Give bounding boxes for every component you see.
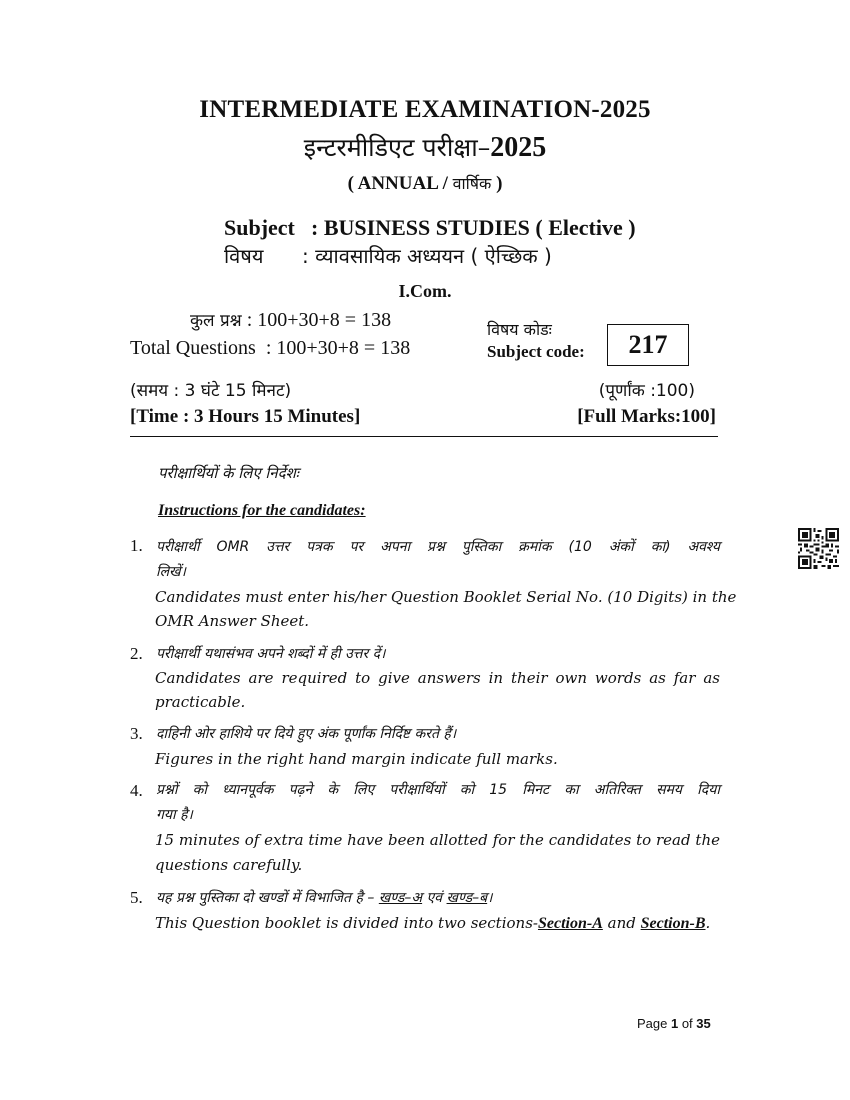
instruction-number: 2. <box>130 644 143 663</box>
instruction-3-hi-line1: दाहिनी ओर हाशिये पर दिये हुए अंक पूर्णांक निर्दिष्ट करते हैं। <box>156 726 457 742</box>
total-questions-value-hi: : 100+30+8 = 138 <box>246 309 392 331</box>
instruction-5-en-mid: and <box>602 914 641 932</box>
qr-code-icon <box>798 528 839 569</box>
instruction-5-hi-mid: एवं <box>422 890 447 906</box>
subject-code-label-en: Subject code: <box>487 342 585 361</box>
subject-value-hi: : व्यावसायिक अध्ययन ( ऐच्छिक ) <box>302 244 552 268</box>
page-of: of <box>678 1016 697 1031</box>
instruction-number: 1. <box>130 536 143 555</box>
total-questions-en <box>130 337 410 360</box>
subject-code-box: 217 <box>607 324 689 366</box>
annual-hi: वार्षिक <box>452 174 492 193</box>
section-a-hi: खण्ड–अ <box>378 890 423 906</box>
instruction-5-hi-pre: यह प्रश्न पुस्तिका दो खण्डों में विभाजित है – <box>156 890 379 906</box>
subject-label-en: Subject <box>224 215 295 240</box>
instruction-4-hi-line2: गया है। <box>156 807 193 823</box>
section-a-en: Section-A <box>537 915 603 932</box>
instruction-5-en-line1 <box>155 914 720 933</box>
exam-type <box>0 172 850 195</box>
subject-code-label-hi: विषय कोडः <box>487 320 552 339</box>
instruction-5-en-pre: This Question booklet is divided into two sections- <box>155 914 538 932</box>
full-marks-hi: (पूर्णांक :100) <box>598 381 695 401</box>
page-current: 1 <box>670 1016 679 1031</box>
subject-value-en: : BUSINESS STUDIES ( Elective ) <box>311 215 636 240</box>
instruction-2-en-line2: practicable. <box>155 693 246 711</box>
section-b-en: Section-B <box>640 915 706 932</box>
instruction-2-en-line1: Candidates are required to give answers in their own words as far as <box>155 669 720 687</box>
total-questions-value-en: : 100+30+8 = 138 <box>265 337 411 359</box>
instruction-4-hi-line1: प्रश्नों को ध्यानपूर्वक पढ़ने के लिए परीक्षार्थियों को 15 मिनट का अतिरिक्त समय दिया <box>156 782 720 798</box>
page-label: Page <box>637 1016 671 1031</box>
instruction-3-en-line1: Figures in the right hand margin indicate full marks. <box>155 750 558 768</box>
exam-title-hi-year: 2025 <box>490 132 547 163</box>
instruction-number: 3. <box>130 724 143 743</box>
instruction-5-hi-line1 <box>156 888 720 907</box>
section-b-hi: खण्ड–ब <box>446 890 488 906</box>
full-marks-en: [Full Marks:100] <box>577 406 716 427</box>
annual-close: ) <box>491 173 503 194</box>
instruction-1-hi-line1: परीक्षार्थी OMR उत्तर पत्रक पर अपना प्रश्न पुस्तिका क्रमांक (10 अंकों का) अवश्य <box>156 539 720 555</box>
instruction-number: 4. <box>130 781 143 800</box>
instructions-heading-hi: परीक्षार्थियों के लिए निर्देशः <box>158 464 299 482</box>
header-divider <box>130 436 718 437</box>
total-questions-label-en: Total Questions <box>130 337 256 359</box>
instruction-2-hi-line1: परीक्षार्थी यथासंभव अपने शब्दों में ही उत्तर दें। <box>156 646 386 662</box>
page-total: 35 <box>696 1016 711 1031</box>
subject-label-hi: विषय <box>224 244 264 268</box>
time-en: [Time : 3 Hours 15 Minutes] <box>130 406 361 427</box>
annual-open: ( ANNUAL / <box>347 173 453 194</box>
instruction-1-hi-line2: लिखें। <box>156 564 186 580</box>
instructions-heading-en: Instructions for the candidates: <box>158 502 366 519</box>
exam-title-hi <box>0 130 850 164</box>
exam-title-en: INTERMEDIATE EXAMINATION-2025 <box>199 96 651 123</box>
instruction-1-en-line2: OMR Answer Sheet. <box>155 612 310 630</box>
total-questions-label-hi: कुल प्रश्न <box>190 311 242 331</box>
instruction-5-hi-end: । <box>487 890 493 906</box>
exam-title-hi-text: इन्टरमीडिएट परीक्षा– <box>303 133 491 162</box>
instruction-4-en-line1: 15 minutes of extra time have been allotted for the candidates to read the <box>155 831 720 849</box>
instruction-1-en-line1: Candidates must enter his/her Question Booklet Serial No. (10 Digits) in the <box>155 588 737 606</box>
page-number <box>637 1016 711 1031</box>
stream-label: I.Com. <box>398 281 452 301</box>
total-questions-hi <box>190 308 391 332</box>
instruction-5-en-end: . <box>705 914 711 932</box>
instruction-number: 5. <box>130 888 143 907</box>
time-hi: (समय : 3 घंटे 15 मिनट) <box>130 381 292 401</box>
instruction-4-en-line2: questions carefully. <box>155 856 303 874</box>
